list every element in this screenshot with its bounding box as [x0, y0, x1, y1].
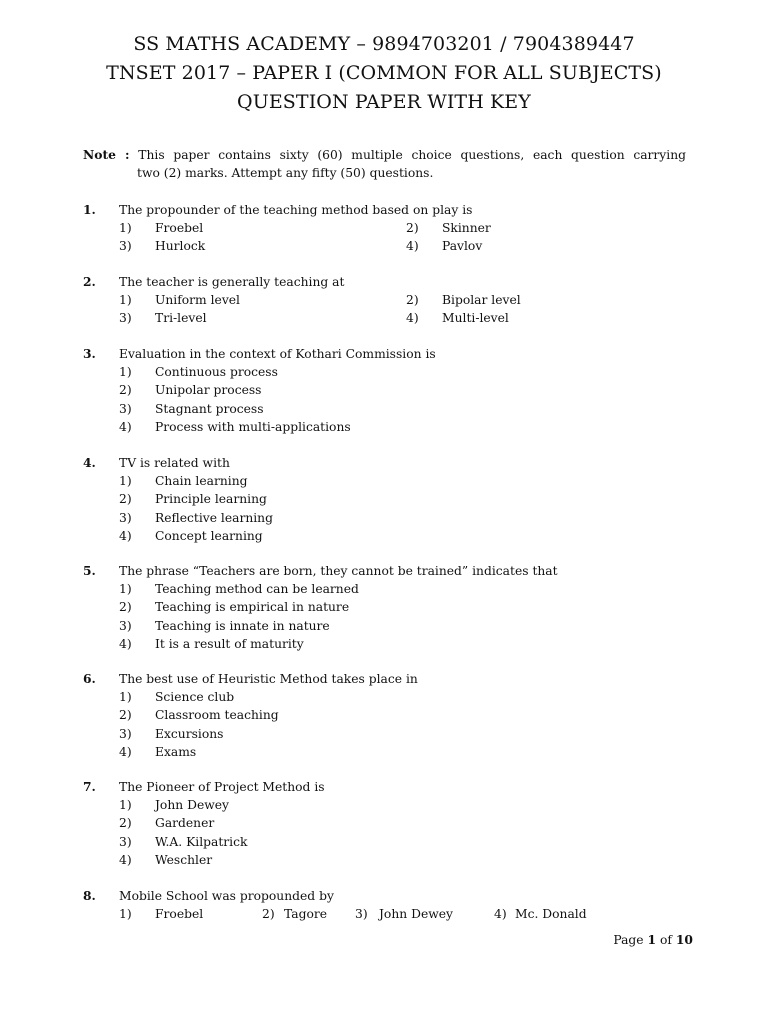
- option-number: 1): [119, 365, 132, 380]
- option-number: 2): [406, 221, 419, 236]
- option-number: 4): [406, 239, 419, 254]
- option-text: Pavlov: [442, 239, 483, 254]
- question-number: 2.: [83, 274, 96, 289]
- note-label: Note :: [83, 147, 130, 162]
- question-5: [83, 562, 693, 653]
- option-number: 4): [119, 528, 132, 543]
- question-text: The teacher is generally teaching at: [119, 275, 345, 289]
- option-row: [83, 472, 693, 490]
- question-number: 6.: [83, 671, 96, 686]
- header-title-academy: SS MATHS ACADEMY – 9894703201 / 7904389447: [133, 33, 635, 55]
- option-number: 1): [119, 474, 132, 489]
- option-number: 1): [119, 582, 132, 597]
- option-row: [83, 580, 693, 598]
- option-text: John Dewey: [379, 907, 453, 922]
- option-number: 1): [119, 293, 132, 308]
- note-line-2: two (2) marks. Attempt any fifty (50) questions.: [137, 166, 434, 180]
- note-text-1: This paper contains sixty (60) multiple choice questions, each question carrying: [138, 148, 686, 162]
- option-text: Reflective learning: [155, 510, 273, 525]
- question-stem: [83, 670, 693, 688]
- option-row: [83, 833, 693, 851]
- question-number: 1.: [83, 202, 96, 217]
- question-number: 8.: [83, 888, 96, 903]
- option-row: [83, 851, 693, 869]
- option-text: Stagnant process: [155, 401, 264, 416]
- option-row: [83, 509, 693, 527]
- option-row: [83, 309, 693, 327]
- question-3: [83, 345, 693, 436]
- question-text: Mobile School was propounded by: [119, 889, 334, 903]
- option-row: [83, 814, 693, 832]
- option-number: 1): [119, 798, 132, 813]
- option-number: 4): [119, 744, 132, 759]
- option-text: Skinner: [442, 221, 491, 236]
- option-row: [83, 598, 693, 616]
- option-text: Bipolar level: [442, 293, 521, 308]
- option-row: [83, 725, 693, 743]
- option-row: [83, 527, 693, 545]
- option-text: Weschler: [155, 852, 213, 867]
- question-2: [83, 273, 693, 328]
- question-text: The phrase “Teachers are born, they cannot be trained” indicates that: [119, 564, 558, 578]
- question-text: The best use of Heuristic Method takes place in: [119, 672, 418, 686]
- option-number: 2): [262, 907, 275, 922]
- option-text: Multi-level: [442, 311, 509, 326]
- option-text: W.A. Kilpatrick: [155, 834, 248, 849]
- option-number: 1): [119, 221, 132, 236]
- option-number: 4): [119, 852, 132, 867]
- option-row: [83, 237, 693, 255]
- option-text: Hurlock: [155, 239, 206, 254]
- option-number: 2): [119, 708, 132, 723]
- header-title-exam: TNSET 2017 – PAPER I (COMMON FOR ALL SUBJECTS): [106, 62, 662, 84]
- option-row: [83, 400, 693, 418]
- option-row: [83, 706, 693, 724]
- option-text: Froebel: [155, 221, 204, 236]
- option-row: [83, 743, 693, 761]
- question-text: Evaluation in the context of Kothari Commission is: [119, 347, 436, 361]
- option-row: [83, 905, 693, 923]
- option-text: Exams: [155, 744, 197, 759]
- option-text: Process with multi-applications: [155, 419, 351, 434]
- option-number: 1): [119, 690, 132, 705]
- option-text: Uniform level: [155, 293, 240, 308]
- option-row: [83, 363, 693, 381]
- option-number: 2): [119, 816, 132, 831]
- question-4: [83, 454, 693, 545]
- option-text: Classroom teaching: [155, 708, 279, 723]
- page-number-footer: [613, 932, 693, 947]
- option-row: [83, 688, 693, 706]
- question-number: 7.: [83, 779, 96, 794]
- question-6: [83, 670, 693, 761]
- question-stem: [83, 454, 693, 472]
- question-7: [83, 778, 693, 869]
- option-number: 2): [119, 383, 132, 398]
- option-row: [83, 490, 693, 508]
- option-number: 1): [119, 907, 132, 922]
- option-number: 2): [119, 492, 132, 507]
- option-number: 3): [119, 311, 132, 326]
- note-line-1: [83, 146, 686, 164]
- total-pages-number: 10: [675, 932, 693, 947]
- document-header: [0, 30, 768, 117]
- question-number: 4.: [83, 455, 96, 470]
- option-text: Froebel: [155, 907, 204, 922]
- option-number: 3): [119, 834, 132, 849]
- option-row: [83, 418, 693, 436]
- option-number: 3): [119, 618, 132, 633]
- option-text: John Dewey: [155, 798, 229, 813]
- option-number: 4): [119, 419, 132, 434]
- option-number: 2): [406, 293, 419, 308]
- option-text: Teaching method can be learned: [155, 582, 359, 597]
- option-text: Tri-level: [155, 311, 207, 326]
- option-number: 3): [119, 510, 132, 525]
- option-text: Continuous process: [155, 365, 278, 380]
- option-number: 4): [119, 636, 132, 651]
- option-number: 3): [119, 726, 132, 741]
- current-page-number: 1: [647, 932, 657, 947]
- option-text: Unipolar process: [155, 383, 262, 398]
- question-8: [83, 887, 693, 923]
- question-text: TV is related with: [119, 456, 230, 470]
- option-text: Science club: [155, 690, 235, 705]
- option-text: Teaching is innate in nature: [155, 618, 330, 633]
- option-text: Chain learning: [155, 474, 248, 489]
- option-number: 4): [406, 311, 419, 326]
- question-stem: [83, 887, 693, 905]
- option-text: It is a result of maturity: [155, 636, 304, 651]
- option-row: [83, 291, 693, 309]
- option-text: Concept learning: [155, 528, 263, 543]
- question-number: 3.: [83, 346, 96, 361]
- option-row: [83, 219, 693, 237]
- option-row: [83, 617, 693, 635]
- question-stem: [83, 201, 693, 219]
- option-row: [83, 381, 693, 399]
- option-number: 2): [119, 600, 132, 615]
- option-number: 4): [494, 907, 507, 922]
- option-row: [83, 635, 693, 653]
- question-text: The Pioneer of Project Method is: [119, 780, 325, 794]
- question-number: 5.: [83, 563, 96, 578]
- option-text: Principle learning: [155, 492, 267, 507]
- question-stem: [83, 273, 693, 291]
- question-1: [83, 201, 693, 256]
- option-text: Excursions: [155, 726, 224, 741]
- instructions-note: [83, 146, 686, 182]
- question-stem: [83, 345, 693, 363]
- question-stem: [83, 562, 693, 580]
- option-text: Teaching is empirical in nature: [155, 600, 350, 615]
- option-text: Tagore: [284, 907, 328, 922]
- option-number: 3): [119, 401, 132, 416]
- option-number: 3): [355, 907, 368, 922]
- of-word: of: [659, 933, 672, 947]
- question-text: The propounder of the teaching method based on play is: [119, 203, 473, 217]
- option-row: [83, 796, 693, 814]
- option-number: 3): [119, 239, 132, 254]
- header-title-paper: QUESTION PAPER WITH KEY: [237, 91, 531, 113]
- page-word: Page: [613, 933, 644, 947]
- option-text: Mc. Donald: [515, 907, 587, 922]
- option-text: Gardener: [155, 816, 215, 831]
- question-stem: [83, 778, 693, 796]
